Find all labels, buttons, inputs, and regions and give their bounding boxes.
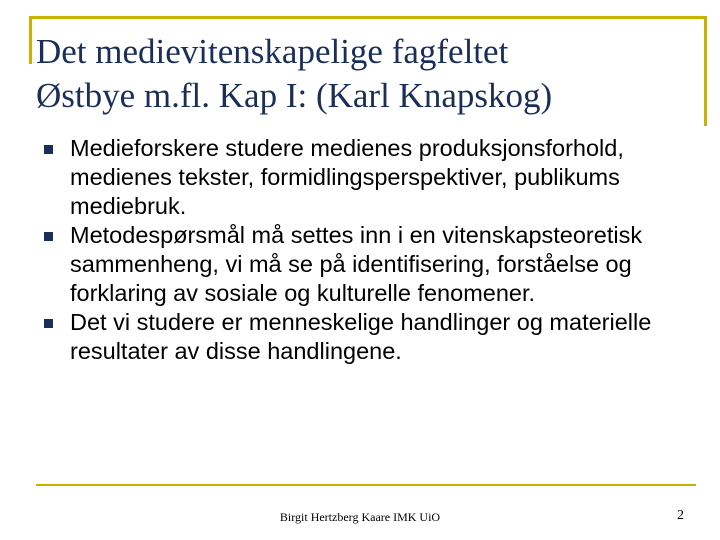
bullet-item — [40, 221, 690, 308]
footer-divider — [36, 484, 696, 486]
page-number: 2 — [677, 508, 684, 523]
bullet-item — [40, 308, 690, 366]
slide-title-line-1: Det medievitenskapelige fagfeltet — [36, 32, 509, 71]
bullet-text: Metodespørsmål må settes inn i en vitenskapsteoretisk sammenheng, vi må se på identifisering, forståelse og forklaring av sosiale og kulturelle fenomener. — [70, 222, 643, 306]
square-bullet-icon — [44, 232, 53, 241]
slide-title-line-2: Østbye m.fl. Kap I: (Karl Knapskog) — [36, 76, 553, 115]
bullet-list — [40, 134, 690, 366]
bullet-text: Medieforskere studere medienes produksjonsforhold, medienes tekster, formidlingsperspektiver, publikums mediebruk. — [70, 135, 624, 219]
frame-left-line — [29, 16, 32, 64]
square-bullet-icon — [44, 145, 53, 154]
bullet-item — [40, 134, 690, 221]
footer-author: Birgit Hertzberg Kaare IMK UiO — [279, 510, 441, 524]
slide-title — [36, 30, 686, 118]
bullet-text: Det vi studere er menneskelige handlinger og materielle resultater av disse handlingene. — [70, 309, 652, 364]
frame-top-line — [29, 16, 707, 19]
square-bullet-icon — [44, 319, 53, 328]
frame-right-line — [704, 16, 707, 126]
